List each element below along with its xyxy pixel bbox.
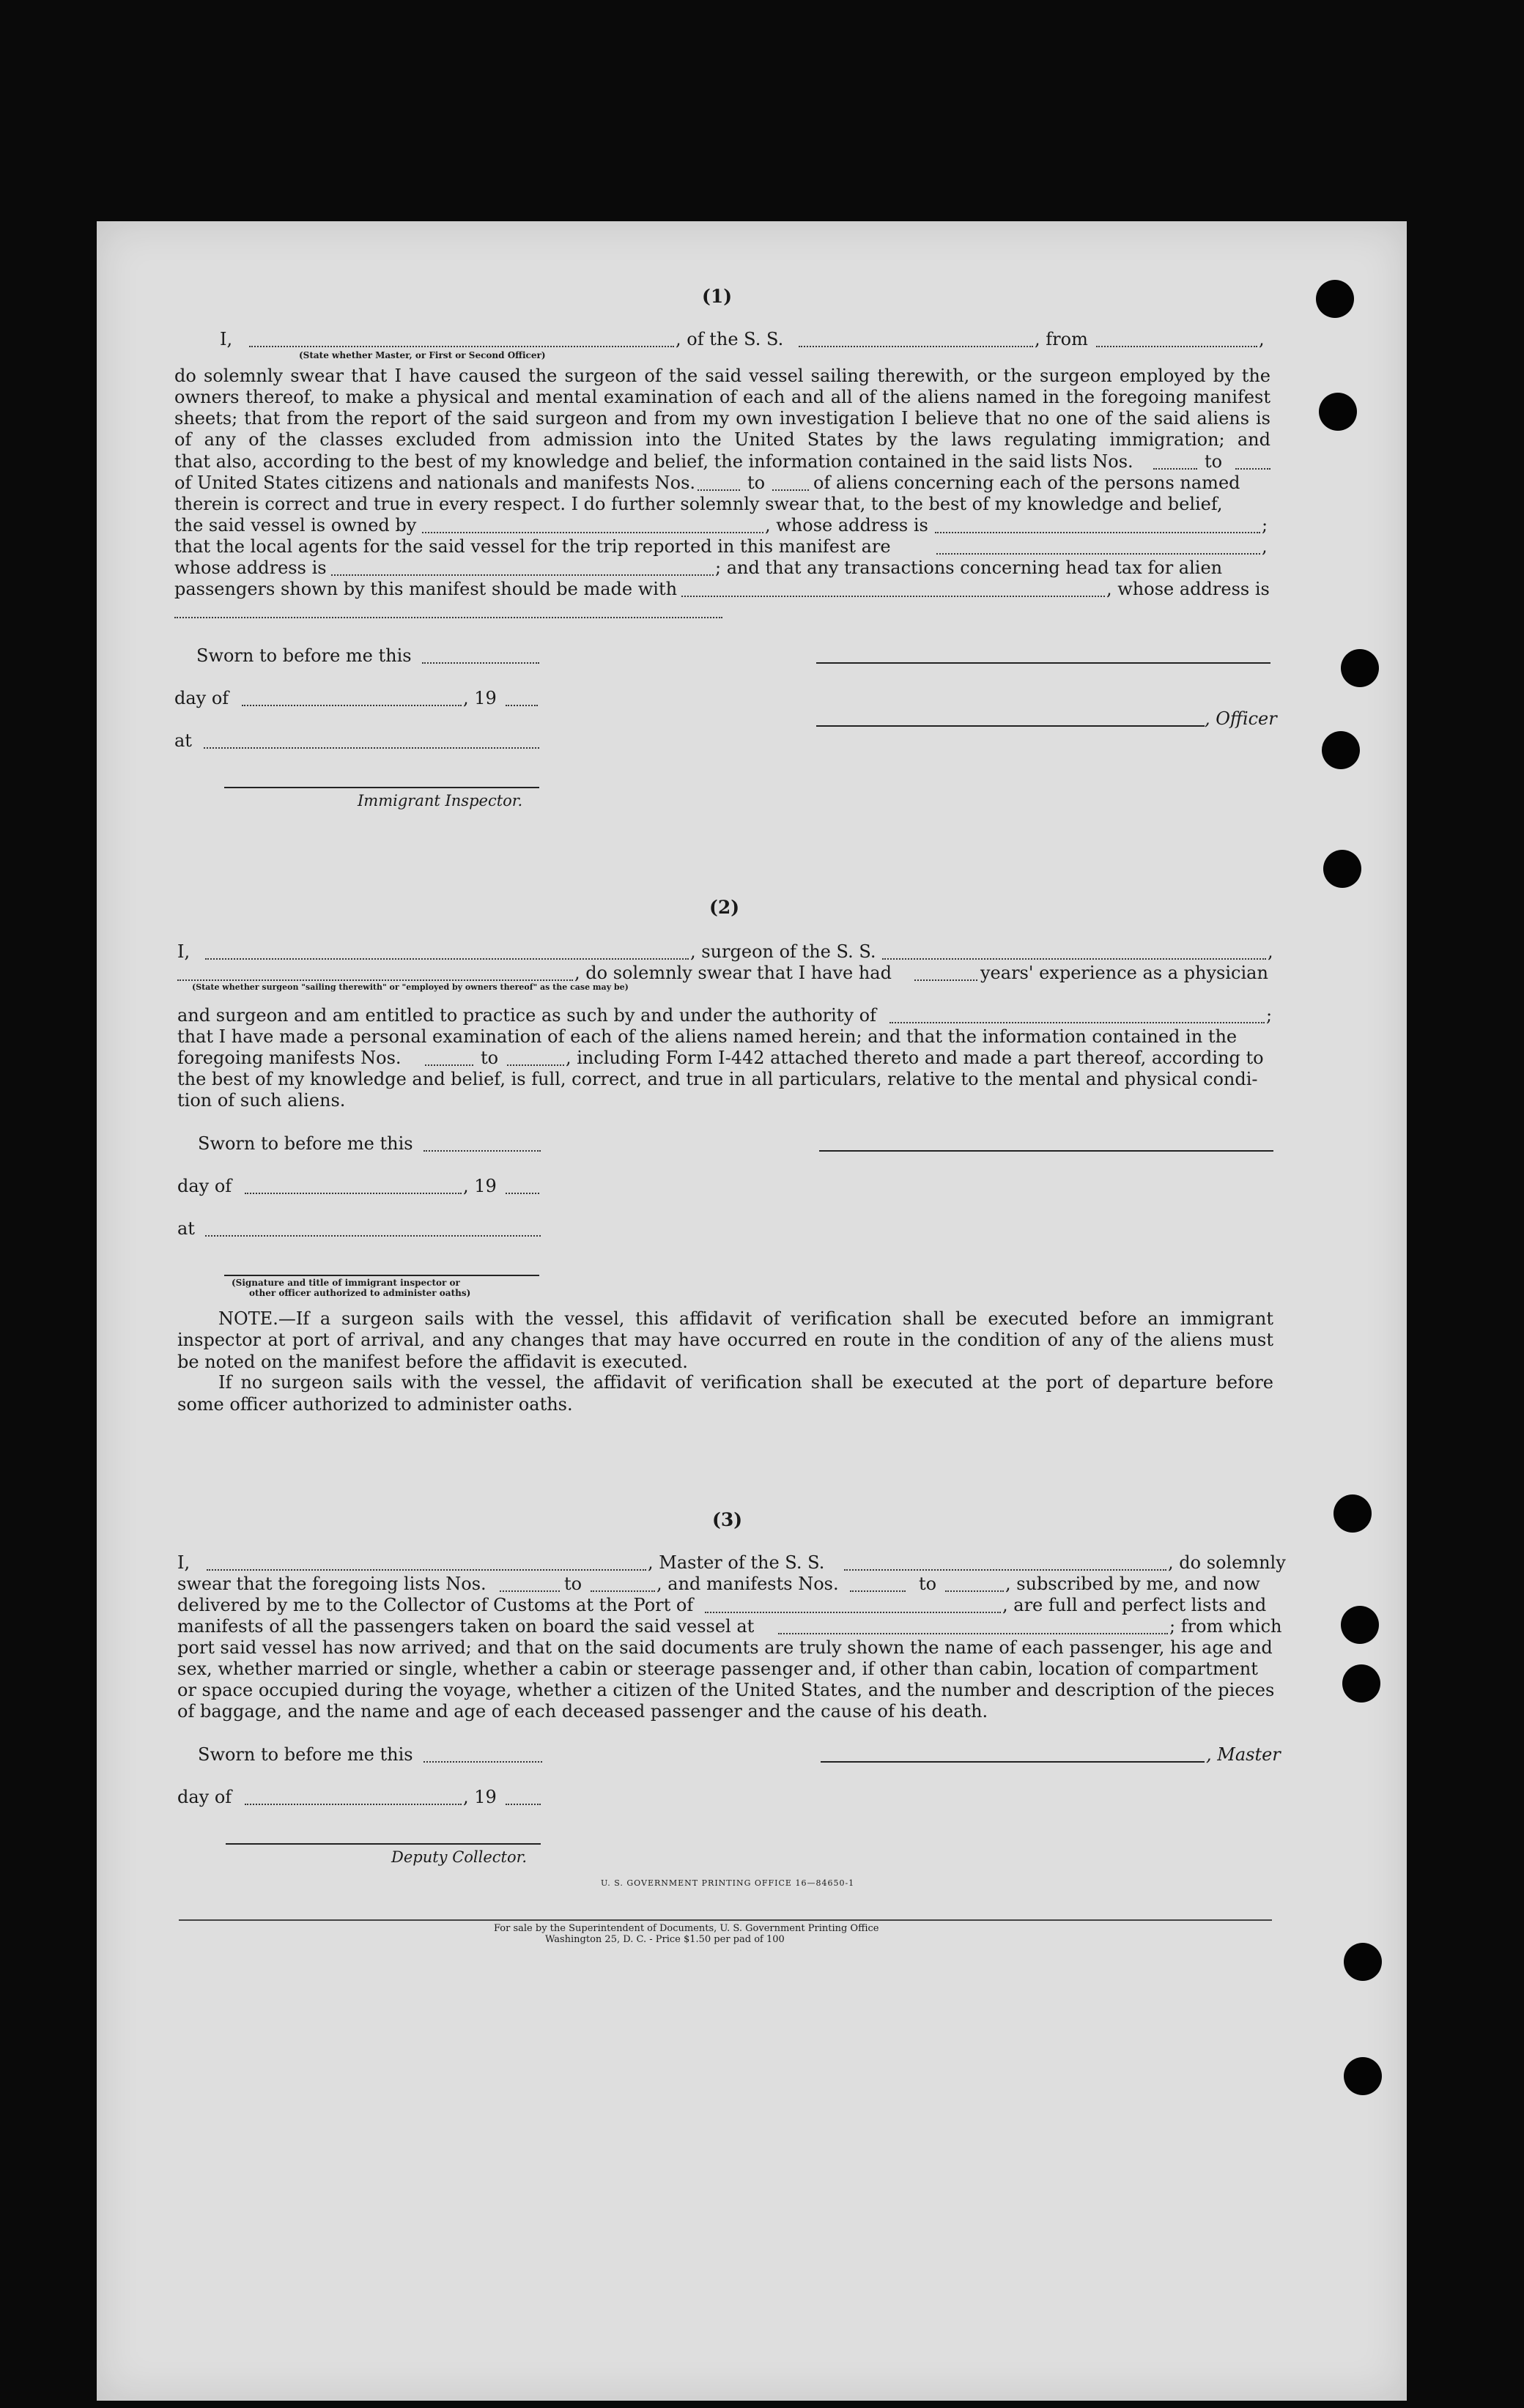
- s1-paragraph: do solemnly swear that I have caused the surgeon of the said vessel sailing therewith, or the surgeon employed by the owners thereof, to make a physical and mental examination of each and all of the aliens named in the foregoing manifest sheets; that from the report of the said surgeon and from my own investigation I believe that no one of the said aliens is of any of the classes excluded from admission into the United States by the laws regulating immigration; and: [174, 366, 1270, 450]
- s1-headtax-address-field[interactable]: [174, 617, 722, 618]
- s3-master-label: , Master: [1206, 1744, 1281, 1765]
- s2-l5a: foregoing manifests Nos.: [177, 1048, 402, 1068]
- s1-of-ss: , of the S. S.: [676, 329, 784, 349]
- s1-owner-address-field[interactable]: [935, 532, 1260, 533]
- s2-l1a: I,: [177, 941, 190, 962]
- s1-month-field[interactable]: [242, 705, 462, 706]
- s1-officer-label: , Officer: [1205, 708, 1277, 729]
- s3-l2d: to: [919, 1574, 937, 1594]
- s3-collector-label: Deputy Collector.: [391, 1848, 528, 1866]
- s1-inspector-line[interactable]: [224, 787, 539, 788]
- s2-note-2: If no surgeon sails with the vessel, the affidavit of verification shall be executed at the port of departure before: [218, 1372, 1273, 1393]
- s2-ship-field[interactable]: [882, 958, 1266, 960]
- s1-l6a: that also, according to the best of my knowledge and belief, the information contained in the said lists Nos.: [174, 451, 1133, 472]
- s1-officer-field[interactable]: [249, 346, 674, 347]
- s2-l4: that I have made a personal examination of each of the aliens named herein; and that the information contained in the: [177, 1026, 1238, 1047]
- s2-l5b: to: [481, 1048, 499, 1068]
- s3-dayof: day of: [177, 1787, 232, 1807]
- s2-l1c: ,: [1268, 941, 1273, 962]
- s3-l1a: I,: [177, 1552, 190, 1573]
- s3-lists-from-field[interactable]: [500, 1590, 560, 1592]
- s3-l2e: , subscribed by me, and now: [1005, 1574, 1260, 1594]
- s1-ship-field[interactable]: [799, 346, 1033, 347]
- s3-sworn: Sworn to before me this: [198, 1744, 413, 1765]
- punch-hole-10: [1344, 2057, 1382, 2095]
- s1-l12b: , whose address is: [1106, 579, 1270, 599]
- s2-month-field[interactable]: [245, 1193, 462, 1194]
- s1-l11a: whose address is: [174, 557, 327, 578]
- s2-sworn: Sworn to before me this: [198, 1133, 413, 1154]
- s3-l3b: , are full and perfect lists and: [1002, 1595, 1267, 1615]
- s3-l7: or space occupied during the voyage, whether a citizen of the United States, and the number and description of the pieces: [177, 1680, 1275, 1700]
- s2-note-1: NOTE.—If a surgeon sails with the vessel, this affidavit of verification shall be executed before an immigrant inspector at port of arrival, and any changes that may have occurred en route in the condition of any of the aliens must: [177, 1308, 1273, 1350]
- s2-sworn-day-field[interactable]: [423, 1150, 541, 1152]
- punch-hole-7: [1341, 1606, 1379, 1644]
- s2-at: at: [177, 1218, 195, 1239]
- s2-at-field[interactable]: [205, 1235, 541, 1237]
- s1-lists-from-field[interactable]: [1153, 468, 1197, 470]
- s1-l9a: the said vessel is owned by: [174, 515, 417, 536]
- s1-i: I,: [220, 329, 233, 349]
- s2-manifests-to-field[interactable]: [507, 1064, 564, 1066]
- sale-notice-1: For sale by the Superintendent of Documents, U. S. Government Printing Office: [494, 1923, 879, 1934]
- s3-manifests-to-field[interactable]: [945, 1590, 1004, 1592]
- s3-port-field[interactable]: [705, 1612, 1001, 1613]
- punch-hole-6: [1334, 1494, 1372, 1533]
- s1-manifests-from-field[interactable]: [698, 489, 740, 491]
- s3-l5: port said vessel has now arrived; and that on the said documents are truly shown the name of each passenger, his age and: [177, 1637, 1273, 1658]
- s2-signature-line[interactable]: [819, 1150, 1273, 1152]
- s1-comma: ,: [1259, 329, 1265, 349]
- s1-year: , 19: [463, 688, 497, 708]
- s1-l9b: , whose address is: [765, 515, 928, 536]
- s1-l7b: to: [747, 473, 766, 493]
- s1-l12a: passengers shown by this manifest should be made with: [174, 579, 678, 599]
- punch-hole-3: [1341, 649, 1379, 687]
- punch-hole-9: [1344, 1943, 1382, 1981]
- s1-from-field[interactable]: [1096, 346, 1257, 347]
- s2-l5c: , including Form I-442 attached thereto and made a part thereof, according to: [566, 1048, 1264, 1068]
- punch-hole-4: [1322, 731, 1360, 769]
- s1-l8: therein is correct and true in every respect. I do further solemnly swear that, to the best of my knowledge and belief,: [174, 494, 1223, 514]
- s1-owner-field[interactable]: [422, 532, 763, 533]
- s3-l4a: manifests of all the passengers taken on board the said vessel at: [177, 1616, 755, 1637]
- s3-master-signature-line[interactable]: [821, 1761, 1205, 1763]
- s3-ship-field[interactable]: [844, 1569, 1166, 1571]
- s2-note-1-end: be noted on the manifest before the affidavit is executed.: [177, 1352, 688, 1372]
- s1-l10b: ,: [1262, 536, 1268, 557]
- section-2-number: (2): [709, 897, 740, 918]
- s1-dayof: day of: [174, 688, 229, 708]
- s3-l2b: to: [564, 1574, 582, 1594]
- s3-sworn-day-field[interactable]: [423, 1761, 542, 1763]
- s2-inspector-line[interactable]: [224, 1275, 539, 1276]
- s2-dayof: day of: [177, 1176, 232, 1196]
- s3-embark-port-field[interactable]: [778, 1633, 1168, 1634]
- s3-lists-to-field[interactable]: [591, 1590, 655, 1592]
- s1-agents-field[interactable]: [936, 553, 1260, 555]
- s2-sig-note-2: other officer authorized to administer oaths): [249, 1288, 471, 1298]
- s1-officer-line[interactable]: [816, 725, 1205, 727]
- section-3-number: (3): [712, 1509, 743, 1530]
- s2-years-field[interactable]: [914, 979, 977, 981]
- s1-l11b: ; and that any transactions concerning head tax for alien: [715, 557, 1223, 578]
- s1-headtax-field[interactable]: [681, 596, 1105, 597]
- s3-l6: sex, whether married or single, whether a cabin or steerage passenger and, if other than cabin, location of compartment: [177, 1659, 1258, 1679]
- s3-collector-line[interactable]: [226, 1843, 541, 1845]
- s2-year: , 19: [463, 1176, 497, 1196]
- s1-manifests-to-field[interactable]: [772, 489, 809, 491]
- s2-capacity-field[interactable]: [177, 979, 573, 981]
- s1-l7c: of aliens concerning each of the persons named: [813, 473, 1240, 493]
- punch-hole-5: [1323, 850, 1361, 888]
- s2-year-field[interactable]: [506, 1193, 539, 1194]
- s2-note-2-end: some officer authorized to administer oaths.: [177, 1394, 573, 1415]
- s1-l6b: to: [1205, 451, 1223, 472]
- s1-agents-address-field[interactable]: [331, 574, 714, 576]
- s3-l8: of baggage, and the name and age of each deceased passenger and the cause of his death.: [177, 1701, 988, 1722]
- punch-hole-2: [1319, 393, 1357, 431]
- s2-surgeon-name-field[interactable]: [205, 958, 689, 960]
- s2-l2a: , do solemnly swear that I have had: [574, 963, 892, 983]
- s1-lists-to-field[interactable]: [1235, 468, 1270, 470]
- s1-at: at: [174, 730, 192, 751]
- s2-l3b: ;: [1266, 1005, 1273, 1026]
- s2-l2b: years' experience as a physician: [980, 963, 1268, 983]
- s2-sig-note-1: (Signature and title of immigrant inspector or: [232, 1278, 460, 1288]
- s1-year-field[interactable]: [506, 705, 538, 706]
- s3-year: , 19: [463, 1787, 497, 1807]
- s2-manifests-from-field[interactable]: [425, 1064, 473, 1066]
- s2-l3a: and surgeon and am entitled to practice as such by and under the authority of: [177, 1005, 876, 1026]
- s1-inspector-label: Immigrant Inspector.: [358, 792, 523, 810]
- punch-hole-1: [1316, 280, 1354, 318]
- sale-notice-2: Washington 25, D. C. - Price $1.50 per pad of 100: [545, 1934, 785, 1945]
- punch-hole-8: [1342, 1664, 1380, 1703]
- s1-officer-note: (State whether Master, or First or Second Officer): [299, 350, 546, 360]
- s3-manifests-from-field[interactable]: [850, 1590, 906, 1592]
- s2-authority-field[interactable]: [889, 1022, 1265, 1023]
- s3-l2c: , and manifests Nos.: [656, 1574, 839, 1594]
- s2-l7: tion of such aliens.: [177, 1090, 346, 1111]
- gpo-imprint: U. S. GOVERNMENT PRINTING OFFICE 16—84650-1: [601, 1878, 855, 1888]
- footer-rule: [179, 1919, 1272, 1921]
- s1-l9c: ;: [1262, 515, 1268, 536]
- s1-from: , from: [1035, 329, 1088, 349]
- s1-l10a: that the local agents for the said vessel for the trip reported in this manifest are: [174, 536, 891, 557]
- s1-sworn: Sworn to before me this: [196, 645, 412, 666]
- s1-at-field[interactable]: [204, 747, 539, 749]
- s1-sworn-day-field[interactable]: [422, 662, 539, 664]
- s2-l1b: , surgeon of the S. S.: [690, 941, 876, 962]
- s3-master-name-field[interactable]: [207, 1569, 646, 1571]
- s1-signature-line[interactable]: [816, 662, 1270, 664]
- s3-l2a: swear that the foregoing lists Nos.: [177, 1574, 487, 1594]
- s3-l3a: delivered by me to the Collector of Customs at the Port of: [177, 1595, 694, 1615]
- section-1-number: (1): [702, 286, 733, 307]
- s3-l1c: , do solemnly: [1168, 1552, 1286, 1573]
- s1-l7a: of United States citizens and nationals and manifests Nos.: [174, 473, 696, 493]
- s3-l4b: ; from which: [1169, 1616, 1282, 1637]
- s3-year-field[interactable]: [506, 1804, 541, 1805]
- s3-month-field[interactable]: [245, 1804, 462, 1805]
- s2-capacity-note: (State whether surgeon "sailing therewith" or "employed by owners thereof" as the case may be): [192, 982, 629, 992]
- s3-l1b: , Master of the S. S.: [648, 1552, 825, 1573]
- s2-l6: the best of my knowledge and belief, is full, correct, and true in all particulars, relative to the mental and physical condi-: [177, 1069, 1258, 1089]
